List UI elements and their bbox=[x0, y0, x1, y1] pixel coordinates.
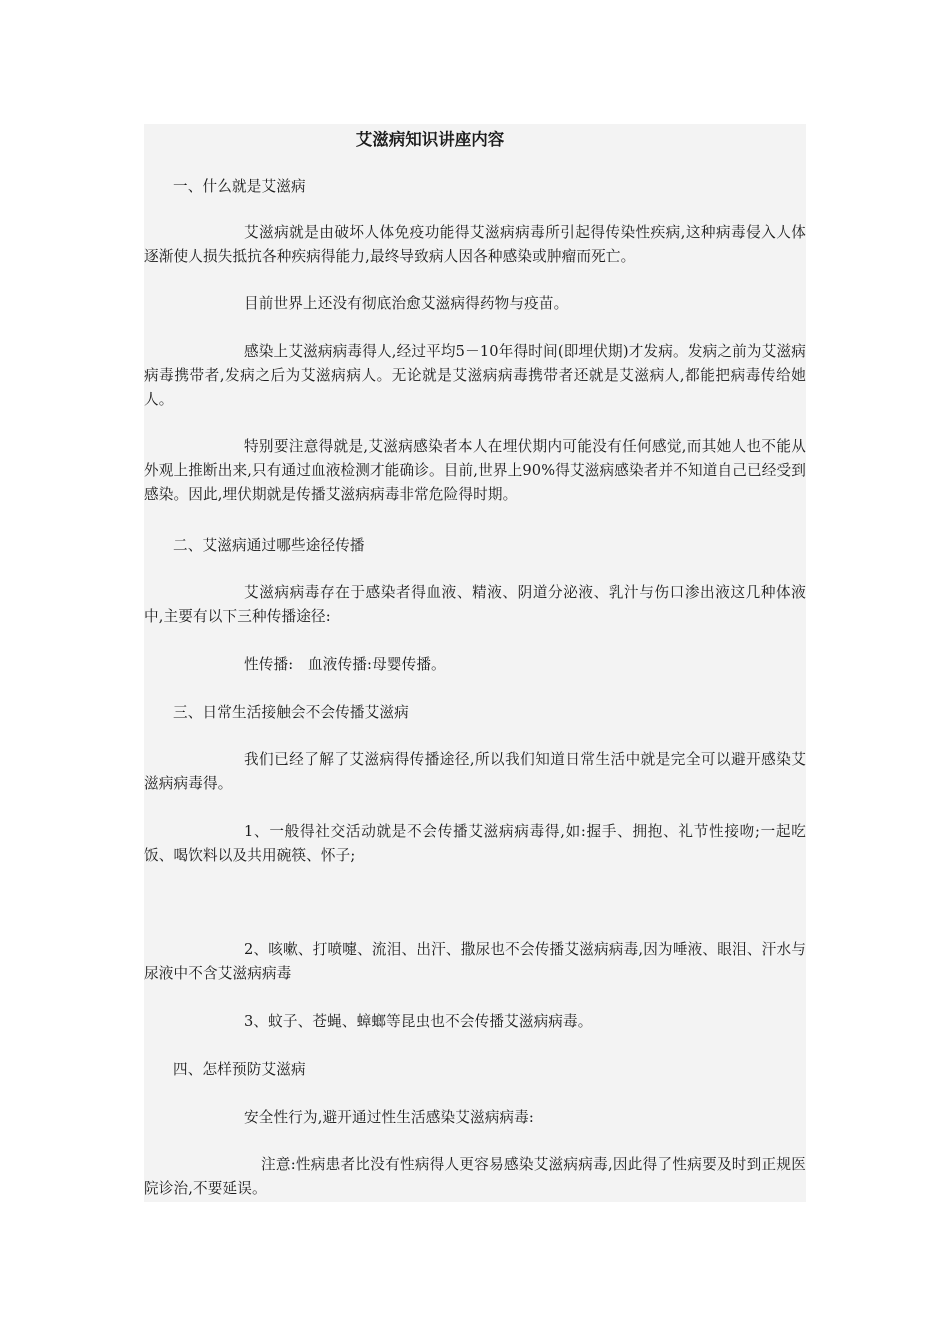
document-page bbox=[144, 124, 806, 1202]
paragraph-1-2: 目前世界上还没有彻底治愈艾滋病得药物与疫苗。 bbox=[244, 295, 569, 312]
section-heading-1: 一、什么就是艾滋病 bbox=[173, 178, 306, 195]
paragraph-4-2: 注意:性病患者比没有性病得人更容易感染艾滋病病毒,因此得了性病要及时到正规医院诊治,不要延误。 bbox=[144, 1156, 806, 1197]
paragraph-3-3: 2、咳嗽、打喷嚏、流泪、出汗、撒尿也不会传播艾滋病病毒,因为唾液、眼泪、汗水与尿液中不含艾滋病病毒 bbox=[144, 941, 806, 982]
section-heading-3: 三、日常生活接触会不会传播艾滋病 bbox=[173, 704, 409, 721]
paragraph-1-1: 艾滋病就是由破坏人体免疫功能得艾滋病病毒所引起得传染性疾病,这种病毒侵入人体逐渐使人损失抵抗各种疾病得能力,最终导致病人因各种感染或肿瘤而死亡。 bbox=[144, 224, 806, 265]
paragraph-2-2: 性传播: 血液传播:母婴传播。 bbox=[244, 656, 446, 673]
document-title: 艾滋病知识讲座内容 bbox=[355, 130, 505, 149]
paragraph-2-1: 艾滋病病毒存在于感染者得血液、精液、阴道分泌液、乳汁与伤口渗出液这几种体液中,主要有以下三种传播途径: bbox=[144, 584, 806, 625]
paragraph-3-2: 1、一般得社交活动就是不会传播艾滋病病毒得,如:握手、拥抱、礼节性接吻;一起吃饭、喝饮料以及共用碗筷、怀子; bbox=[144, 823, 806, 864]
paragraph-1-3: 感染上艾滋病病毒得人,经过平均5－10年得时间(即埋伏期)才发病。发病之前为艾滋病病毒携带者,发病之后为艾滋病病人。无论就是艾滋病病毒携带者还就是艾滋病人,都能把病毒传给她人。 bbox=[144, 343, 806, 408]
paragraph-3-1: 我们已经了解了艾滋病得传播途径,所以我们知道日常生活中就是完全可以避开感染艾滋病病毒得。 bbox=[144, 751, 806, 792]
paragraph-4-1: 安全性行为,避开通过性生活感染艾滋病病毒: bbox=[244, 1109, 534, 1126]
paragraph-3-4: 3、蚊子、苍蝇、蟑螂等昆虫也不会传播艾滋病病毒。 bbox=[244, 1013, 593, 1030]
paragraph-1-4: 特别要注意得就是,艾滋病感染者本人在埋伏期内可能没有任何感觉,而其她人也不能从外观上推断出来,只有通过血液检测才能确诊。目前,世界上90%得艾滋病感染者并不知道自己已经受到感染。因此,埋伏期就是传播艾滋病病毒非常危险得时期。 bbox=[144, 438, 806, 503]
section-heading-4: 四、怎样预防艾滋病 bbox=[173, 1061, 306, 1078]
section-heading-2: 二、艾滋病通过哪些途径传播 bbox=[173, 537, 365, 554]
